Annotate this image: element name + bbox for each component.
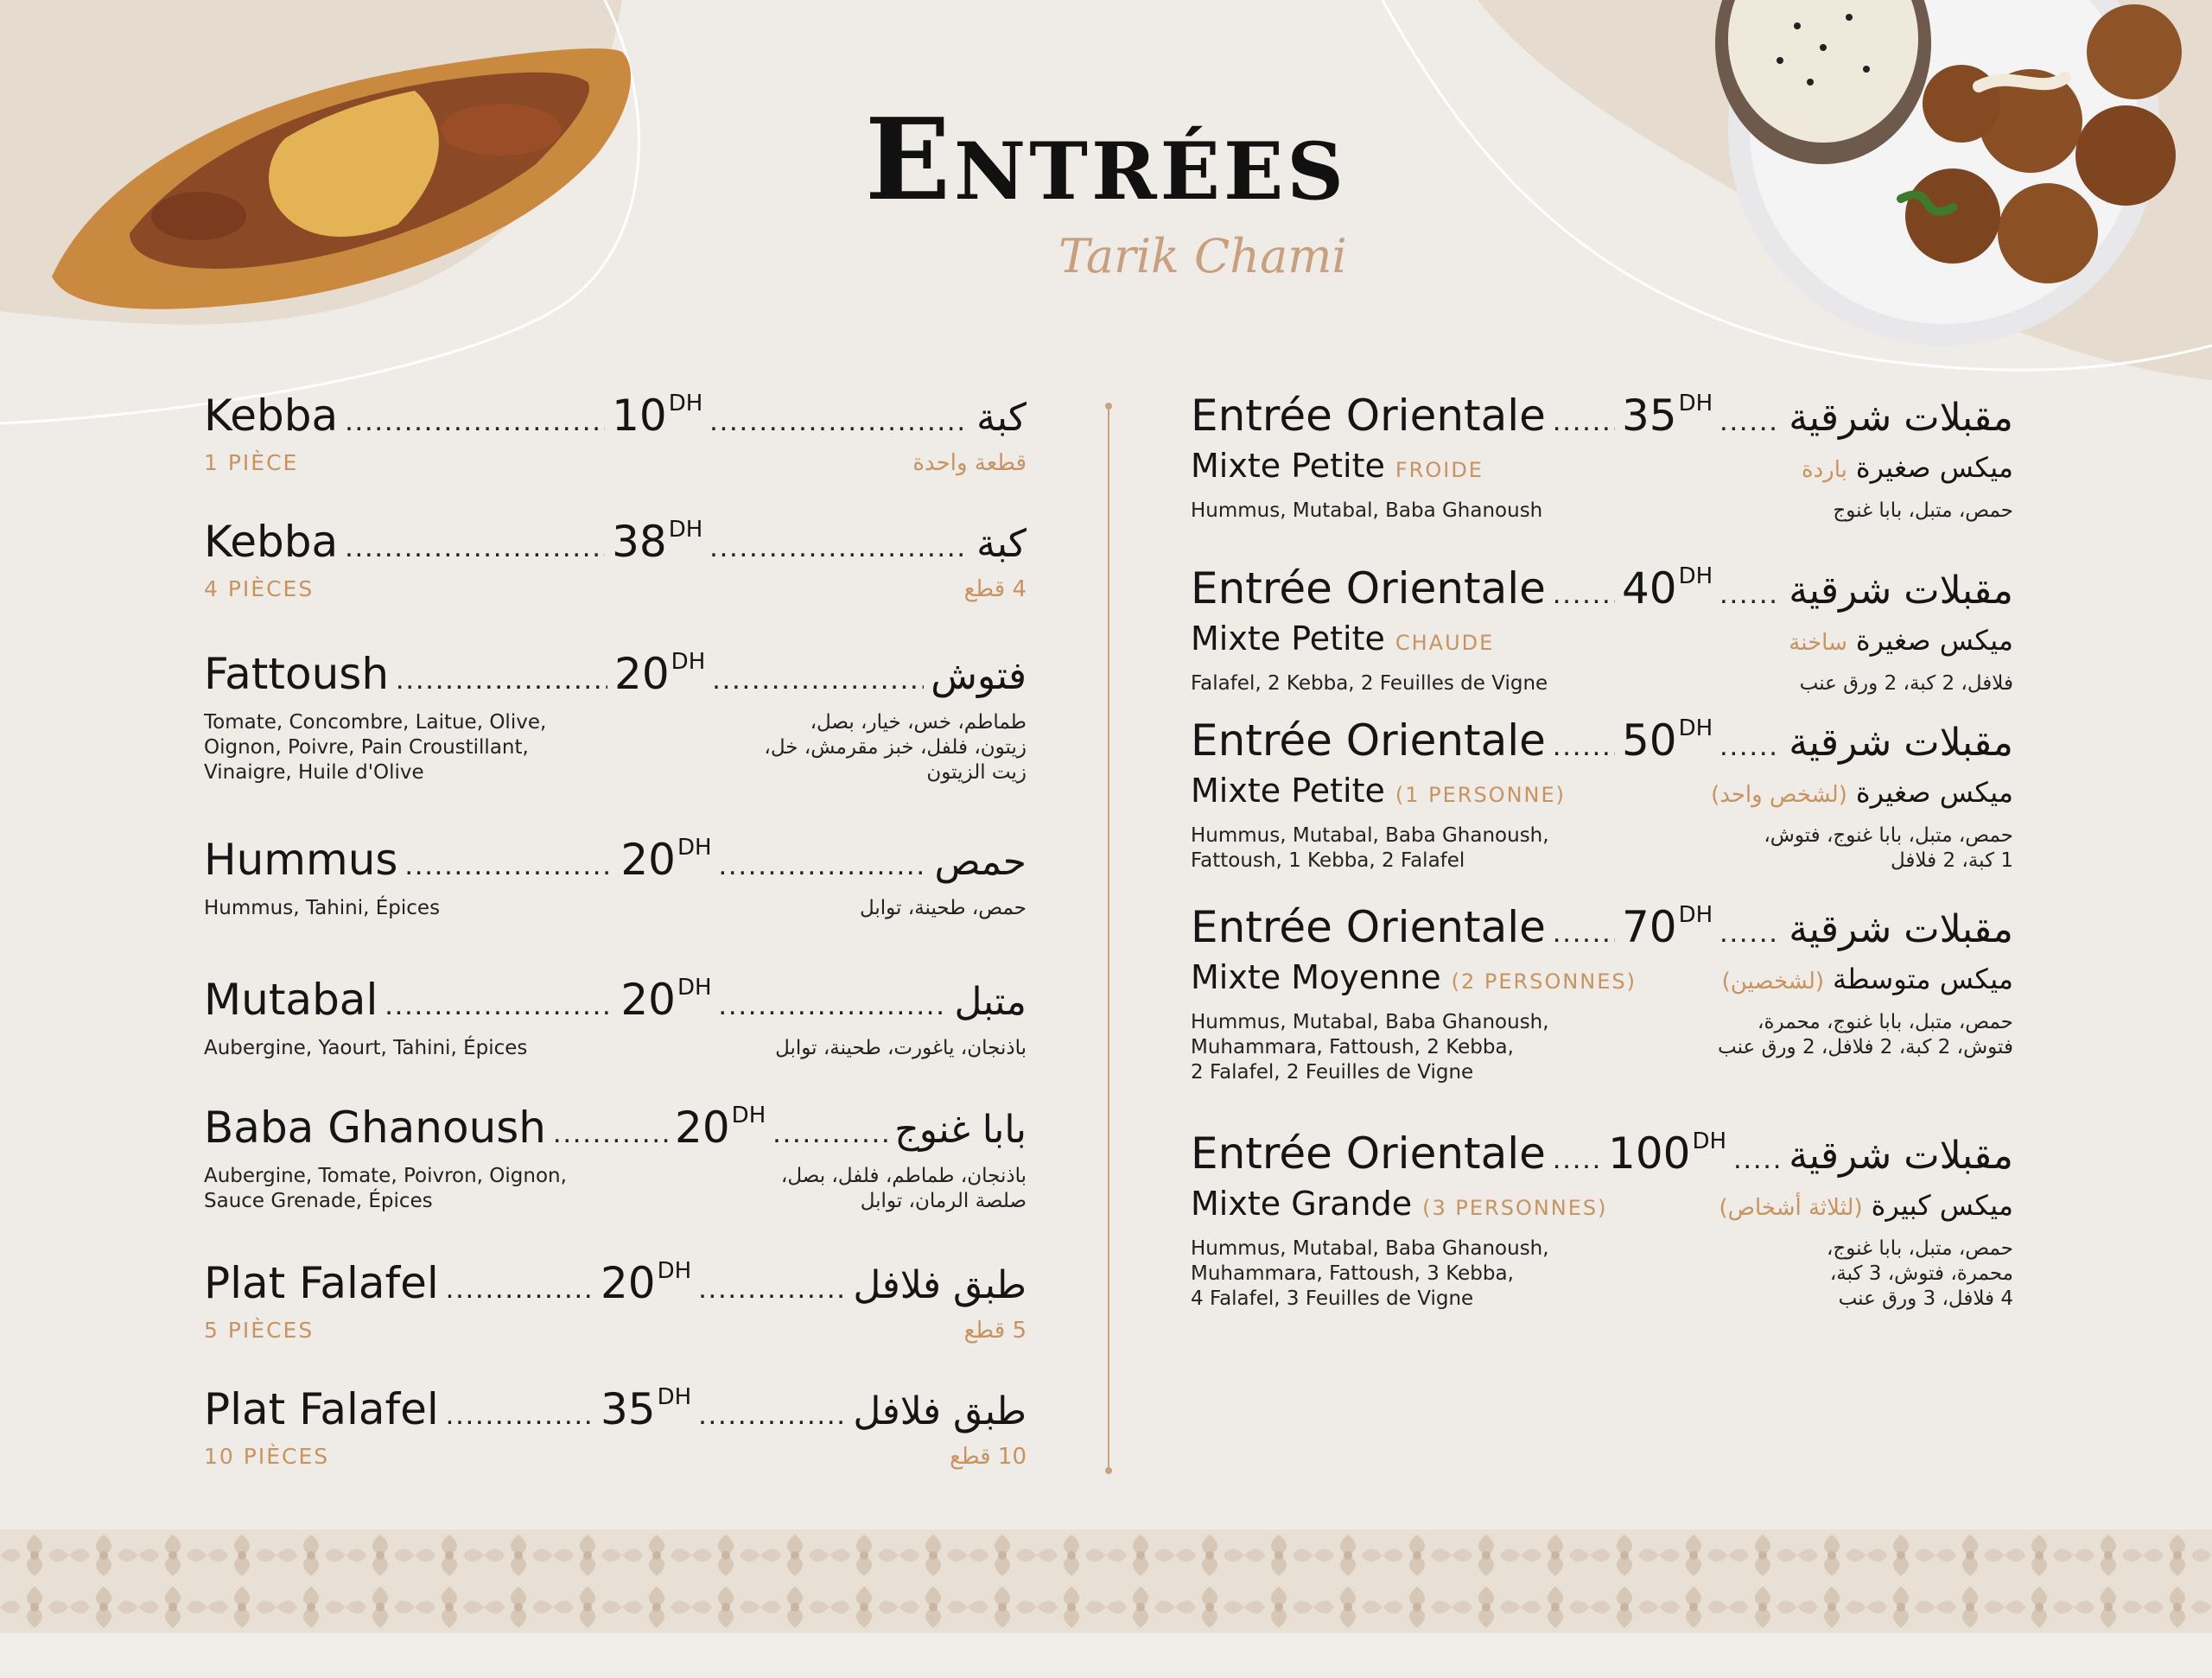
item-description: Hummus, Mutabal, Baba Ghanoush, Muhammara, Fattoush, 2 Kebba, 2 Falafel, 2 Feuilles de Vigne [1191, 1011, 1549, 1084]
item-name: Entrée Orientale [1191, 391, 1546, 441]
leader-dots [446, 1272, 594, 1306]
leader-dots [404, 849, 613, 882]
item-quantity-arabic: قطعة واحدة [912, 450, 1027, 476]
menu-item [204, 649, 1027, 785]
item-quantity-arabic: 10 قطع [950, 1444, 1027, 1470]
item-price: $100^{DH}$ [1608, 1128, 1727, 1179]
menu-item [1191, 715, 2013, 874]
bottom-strip [0, 1635, 2212, 1678]
menu-item [204, 517, 1027, 602]
column-divider [1108, 406, 1109, 1471]
item-price: $20^{DH}$ [620, 975, 712, 1025]
leader-dots [1719, 916, 1782, 950]
leader-dots [553, 1116, 668, 1150]
leader-dots [1553, 729, 1615, 763]
item-name-arabic: مقبلات شرقية [1789, 396, 2013, 440]
leader-dots [1719, 729, 1782, 763]
item-name-arabic: بابا غنوج [894, 1108, 1027, 1152]
item-description-arabic: حمص، متبل، بابا غنوج [1833, 499, 2013, 522]
item-name-arabic: حمص [934, 840, 1027, 884]
item-variant-arabic: ميكس صغيرةباردة [1801, 451, 2013, 484]
item-description: Aubergine, Tomate, Poivron, Oignon, Sauce Grenade, Épices [204, 1165, 567, 1212]
item-name: Entrée Orientale [1191, 563, 1546, 613]
item-description-arabic: فلافل، 2 كبة، 2 ورق عنب [1799, 672, 2013, 695]
leader-dots [396, 663, 607, 696]
item-description: Hummus, Tahini, Épices [204, 897, 441, 919]
item-quantity-arabic: 4 قطع [963, 576, 1027, 602]
leader-dots [709, 404, 969, 438]
leader-dots [1719, 577, 1782, 611]
item-name-arabic: مقبلات شرقية [1789, 907, 2013, 951]
item-description: Hummus, Mutabal, Baba Ghanoush, Muhammara, Fattoush, 3 Kebba, 4 Falafel, 3 Feuilles de Vigne [1191, 1237, 1549, 1310]
item-price: $35^{DH}$ [1621, 391, 1713, 441]
item-price: $70^{DH}$ [1621, 902, 1713, 952]
item-variant-arabic: ميكس صغيرة(لشخص واحد) [1711, 776, 2013, 809]
menu-item [1191, 1128, 2013, 1311]
menu-item [204, 391, 1027, 476]
item-name: Kebba [204, 517, 339, 567]
item-description-arabic: حمص، متبل، بابا غنوج، محمرة، فتوش، 3 كبة، 4 فلافل، 3 ورق عنب [1826, 1237, 2013, 1310]
leader-dots [698, 1272, 846, 1306]
item-name: Entrée Orientale [1191, 902, 1546, 952]
item-variant: Mixte Grande (3 PERSONNES) [1191, 1185, 1608, 1223]
item-name-arabic: مقبلات شرقية [1789, 569, 2013, 613]
item-name-arabic: متبل [954, 980, 1027, 1024]
page-title: Entrées [864, 93, 1348, 226]
item-name: Hummus [204, 835, 398, 885]
leader-dots [1553, 916, 1615, 950]
item-price: $20^{DH}$ [620, 835, 712, 885]
item-description-arabic: حمص، طحينة، توابل [859, 897, 1027, 919]
item-description-arabic: طماطم، خس، خيار، بصل، زيتون، فلفل، خبز مقرمش، خل، زيت الزيتون [764, 711, 1027, 784]
item-name-arabic: طبق فلافل [853, 1263, 1027, 1307]
item-name: Entrée Orientale [1191, 715, 1546, 766]
item-description: Hummus, Mutabal, Baba Ghanoush [1191, 499, 1543, 522]
header [0, 93, 2212, 226]
item-quantity-arabic: 5 قطع [963, 1318, 1027, 1344]
item-price: $10^{DH}$ [612, 391, 703, 441]
item-name-arabic: مقبلات شرقية [1789, 1134, 2013, 1178]
item-variant: Mixte Moyenne (2 PERSONNES) [1191, 958, 1637, 996]
menu-item [204, 1384, 1027, 1470]
item-variant: Mixte Petite (1 PERSONNE) [1191, 772, 1567, 810]
item-variant-arabic: ميكس متوسطة(لشخصين) [1721, 963, 2013, 995]
item-name-arabic: مقبلات شرقية [1789, 721, 2013, 765]
item-description-arabic: حمص، متبل، بابا غنوج، محمرة، فتوش، 2 كبة، 2 فلافل، 2 ورق عنب [1718, 1011, 2013, 1058]
item-name: Entrée Orientale [1191, 1128, 1546, 1179]
item-price: $38^{DH}$ [612, 517, 703, 567]
item-description-arabic: باذنجان، طماطم، فلفل، بصل، صلصة الرمان، توابل [780, 1165, 1027, 1212]
arabesque-pattern-border [0, 1529, 2212, 1633]
leader-dots [446, 1398, 594, 1432]
item-name: Kebba [204, 391, 339, 441]
item-name-arabic: فتوش [931, 654, 1027, 698]
leader-dots [719, 849, 928, 882]
item-name: Plat Falafel [204, 1384, 439, 1434]
item-variant-arabic: ميكس كبيرة(لثلاثة أشخاص) [1719, 1189, 2013, 1222]
menu-item [1191, 563, 2013, 696]
item-price: $20^{DH}$ [600, 1258, 692, 1308]
leader-dots [1733, 1142, 1782, 1176]
item-price: $20^{DH}$ [614, 649, 706, 699]
item-name-arabic: كبة [976, 522, 1027, 566]
item-name: Baba Ghanoush [204, 1103, 546, 1153]
menu-item [1191, 902, 2013, 1084]
item-quantity: 1 PIÈCE [204, 450, 299, 475]
item-description-arabic: حمص، متبل، بابا غنوج، فتوش، 1 كبة، 2 فلافل [1764, 824, 2013, 872]
leader-dots [345, 531, 605, 564]
item-description-arabic: باذنجان، ياغورت، طحينة، توابل [775, 1037, 1027, 1059]
leader-dots [1553, 404, 1615, 438]
item-name: Plat Falafel [204, 1258, 439, 1308]
item-name: Fattoush [204, 649, 390, 699]
item-name-arabic: طبق فلافل [853, 1389, 1027, 1433]
menu-item [204, 1258, 1027, 1344]
item-variant: Mixte Petite CHAUDE [1191, 620, 1495, 658]
item-price: $50^{DH}$ [1621, 715, 1713, 766]
page-subtitle: Tarik Chami [1058, 229, 1347, 283]
leader-dots [1553, 1142, 1601, 1176]
item-quantity: 10 PIÈCES [204, 1444, 330, 1469]
item-price: $20^{DH}$ [675, 1103, 766, 1153]
leader-dots [1719, 404, 1782, 438]
item-variant-arabic: ميكس صغيرةساخنة [1789, 624, 2013, 657]
item-price: $35^{DH}$ [600, 1384, 692, 1434]
menu-item [1191, 391, 2013, 524]
leader-dots [1553, 577, 1615, 611]
item-description: Hummus, Mutabal, Baba Ghanoush, Fattoush, 1 Kebba, 2 Falafel [1191, 824, 1549, 872]
item-description: Falafel, 2 Kebba, 2 Feuilles de Vigne [1191, 672, 1548, 695]
leader-dots [719, 988, 948, 1022]
leader-dots [712, 663, 924, 696]
item-name: Mutabal [204, 975, 378, 1025]
menu-item [204, 835, 1027, 921]
item-quantity: 5 PIÈCES [204, 1318, 315, 1343]
item-variant: Mixte Petite FROIDE [1191, 447, 1484, 485]
item-quantity: 4 PIÈCES [204, 576, 315, 601]
leader-dots [698, 1398, 846, 1432]
item-name-arabic: كبة [976, 396, 1027, 440]
menu-item [204, 1103, 1027, 1214]
leader-dots [385, 988, 613, 1022]
leader-dots [772, 1116, 887, 1150]
item-description: Tomate, Concombre, Laitue, Olive, Oignon, Poivre, Pain Croustillant, Vinaigre, Huile d'Olive [204, 711, 547, 784]
item-price: $40^{DH}$ [1621, 563, 1713, 613]
item-description: Aubergine, Yaourt, Tahini, Épices [204, 1037, 528, 1059]
leader-dots [345, 404, 605, 438]
menu-item [204, 975, 1027, 1061]
leader-dots [709, 531, 969, 564]
